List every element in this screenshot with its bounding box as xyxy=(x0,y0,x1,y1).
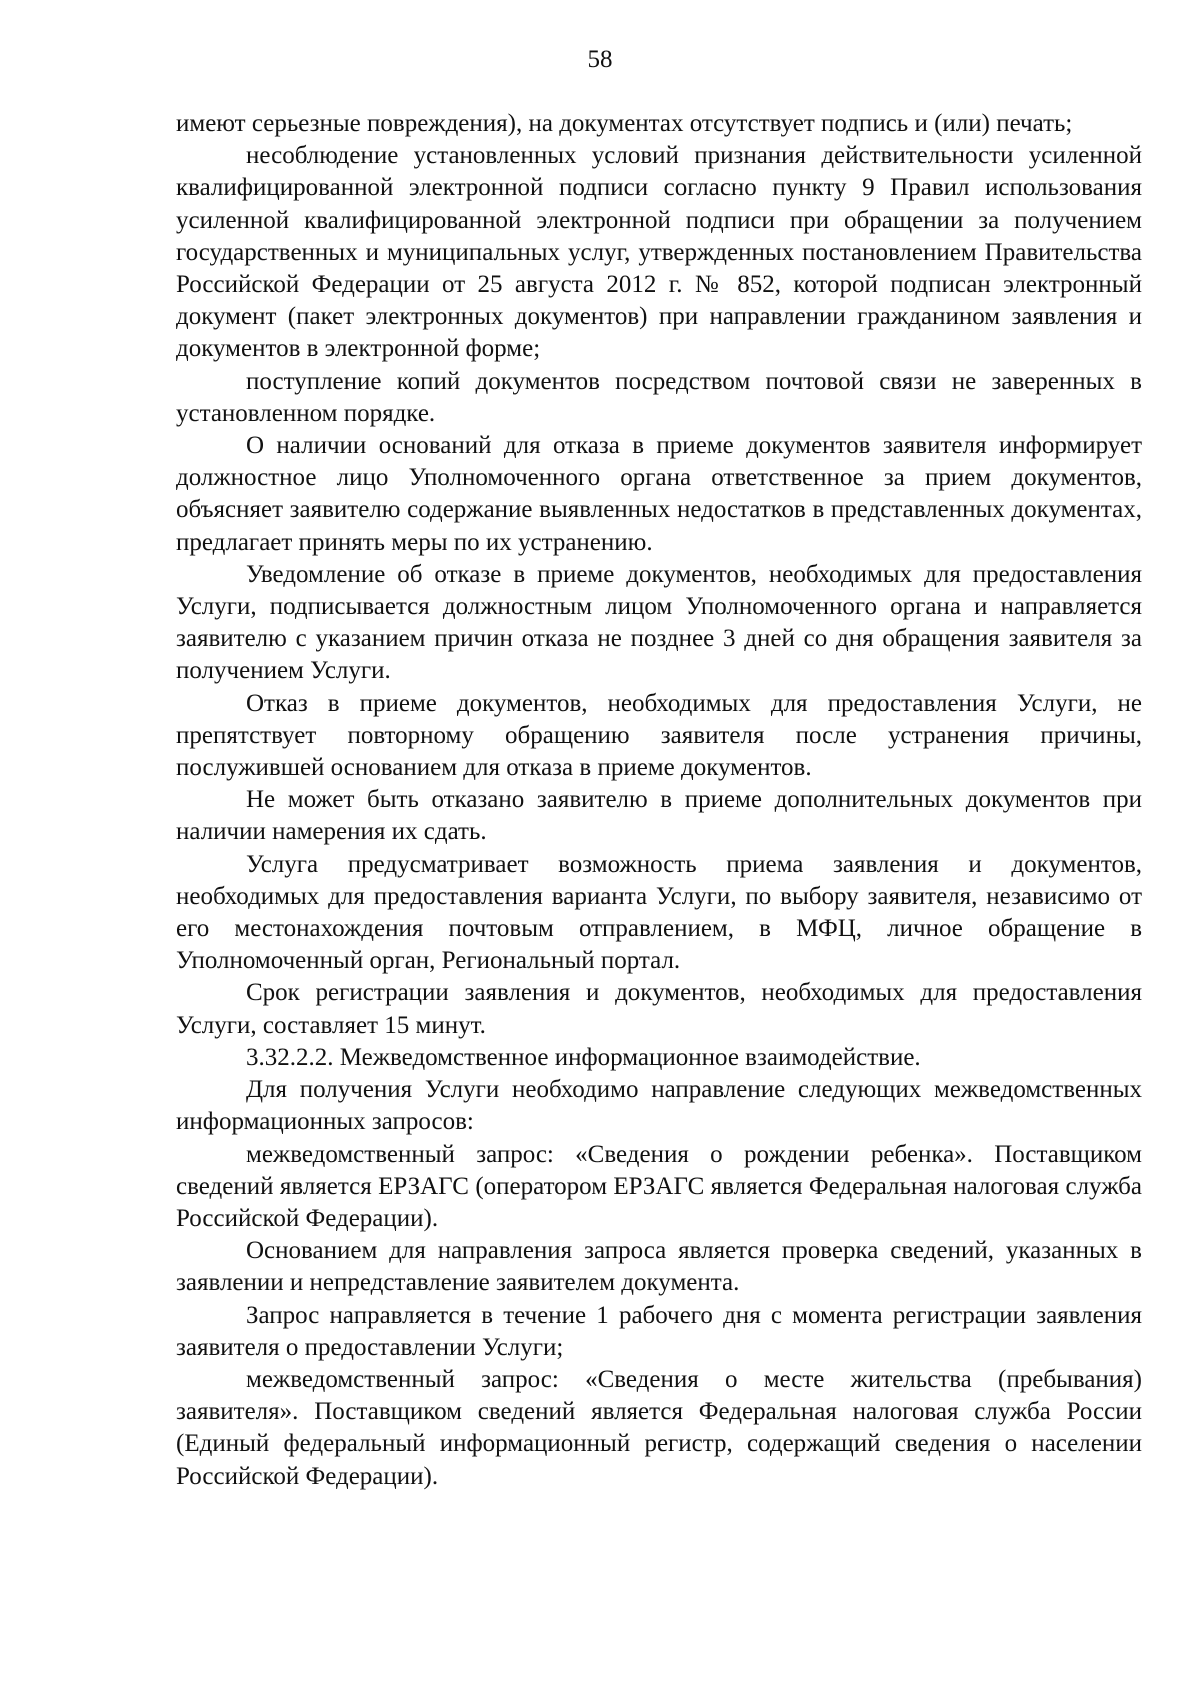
paragraph: Срок регистрации заявления и документов, необходимых для предоставления Услуги, составляет 15 минут. xyxy=(176,979,1142,1039)
section-heading: 3.32.2.2. Межведомственное информационное взаимодействие. xyxy=(246,1043,921,1071)
paragraph: несоблюдение установленных условий признания действительности усиленной квалифицированной электронной подписи согласно пункту 9 Правил использования усиленной квалифицированной электронной подписи при обращении за получением государственных и муниципальных услуг, утвержденных постановлением Правительства Российской Федерации от 25 августа 2012 г. № 852, которой подписан электронный документ (пакет электронных документов) при направлении гражданином заявления и документов в электронной форме; xyxy=(176,142,1142,363)
paragraph: Для получения Услуги необходимо направление следующих межведомственных информационных запросов: xyxy=(176,1076,1142,1136)
paragraph: межведомственный запрос: «Сведения о месте жительства (пребывания) заявителя». Поставщиком сведений является Федеральная налоговая служба России (Единый федеральный информационный регистр, содержащий сведения о населении Российской Федерации). xyxy=(176,1365,1142,1490)
paragraph: поступление копий документов посредством почтовой связи не заверенных в установленном порядке. xyxy=(176,367,1142,427)
paragraph: Услуга предусматривает возможность приема заявления и документов, необходимых для предоставления варианта Услуги, по выбору заявителя, независимо от его местонахождения почтовым отправлением, в МФЦ, личное обращение в Уполномоченный орган, Региональный портал. xyxy=(176,850,1142,975)
paragraph: межведомственный запрос: «Сведения о рождении ребенка». Поставщиком сведений является ЕРЗАГС (оператором ЕРЗАГС является Федеральная налоговая служба Российской Федерации). xyxy=(176,1140,1142,1232)
paragraph: Запрос направляется в течение 1 рабочего дня с момента регистрации заявления заявителя о предоставлении Услуги; xyxy=(176,1301,1142,1361)
document-body xyxy=(176,108,1142,1493)
paragraph: Не может быть отказано заявителю в приеме дополнительных документов при наличии намерения их сдать. xyxy=(176,786,1142,846)
paragraph: О наличии оснований для отказа в приеме документов заявителя информирует должностное лицо Уполномоченного органа ответственное за прием документов, объясняет заявителю содержание выявленных недостатков в представленных документах, предлагает принять меры по их устранению. xyxy=(176,432,1142,556)
paragraph: Отказ в приеме документов, необходимых для предоставления Услуги, не препятствует повторному обращению заявителя после устранения причины, послужившей основанием для отказа в приеме документов. xyxy=(176,689,1142,782)
paragraph: Уведомление об отказе в приеме документов, необходимых для предоставления Услуги, подписывается должностным лицом Уполномоченного органа и направляется заявителю с указанием причин отказа не позднее 3 дней со дня обращения заявителя за получением Услуги. xyxy=(176,560,1142,685)
paragraph: имеют серьезные повреждения), на документах отсутствует подпись и (или) печать; xyxy=(176,110,1073,137)
page-number: 58 xyxy=(587,46,613,73)
paragraph: Основанием для направления запроса является проверка сведений, указанных в заявлении и непредставление заявителем документа. xyxy=(176,1237,1142,1297)
